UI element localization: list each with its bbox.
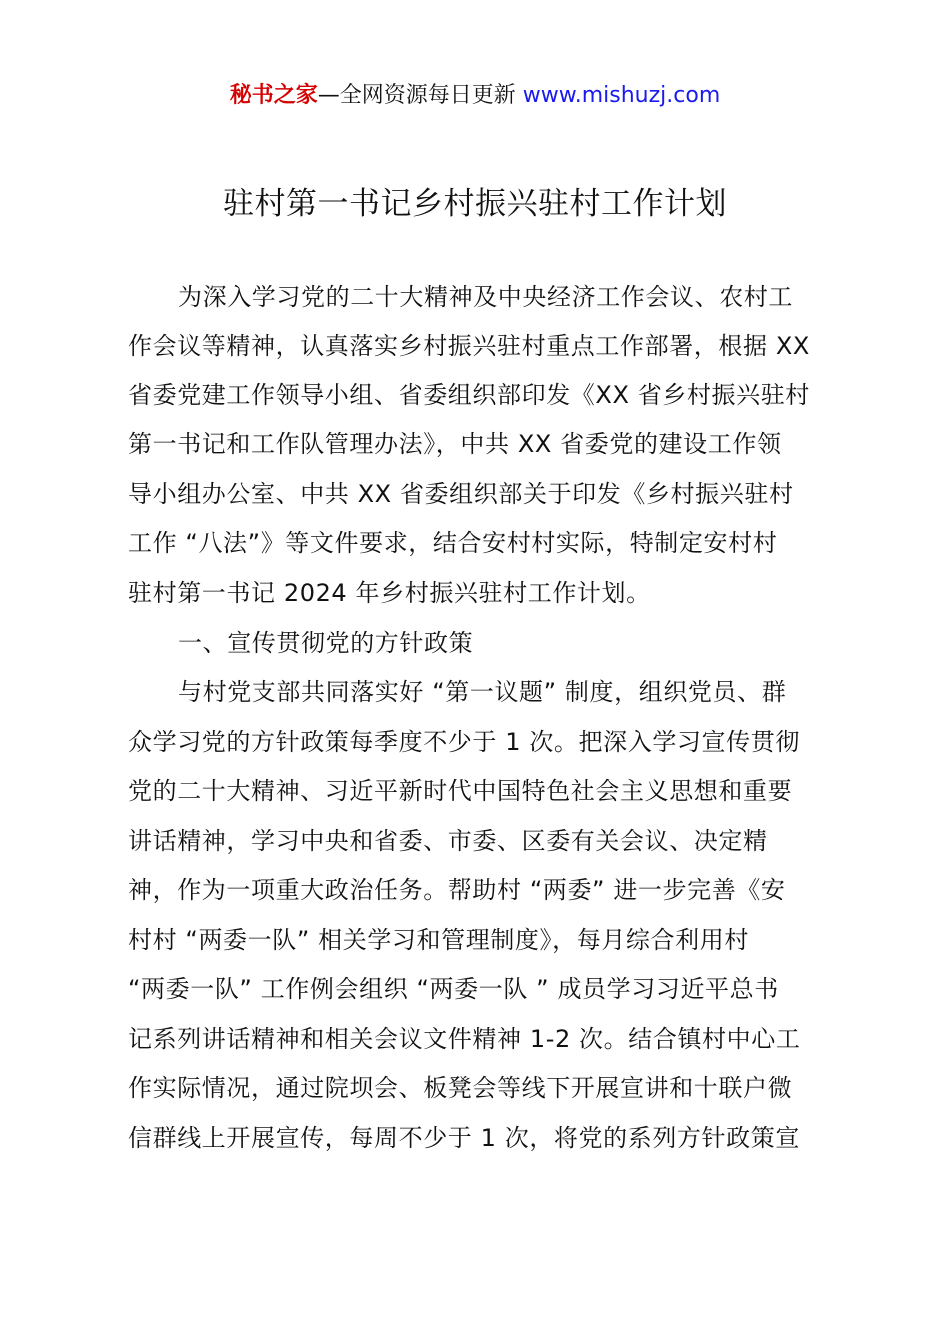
paragraph-line: 与村党支部共同落实好 “第一议题” 制度，组织党员、群 xyxy=(178,678,787,706)
paragraph-line: 讲话精神，学习中央和省委、市委、区委有关会议、决定精 xyxy=(128,827,768,855)
section-heading: 一、宣传贯彻党的方针政策 xyxy=(178,629,474,657)
paragraph-line: 为深入学习党的二十大精神及中央经济工作会议、农村工 xyxy=(178,283,793,311)
paragraph-line: 作实际情况，通过院坝会、板凳会等线下开展宣讲和十联户微 xyxy=(128,1074,793,1102)
site-header xyxy=(0,80,950,112)
site-slogan: —全网资源每日更新 xyxy=(317,83,523,108)
paragraph-line: 作会议等精神，认真落实乡村振兴驻村重点工作部署，根据 XX xyxy=(128,332,810,360)
paragraph-line: 神，作为一项重大政治任务。帮助村 “两委” 进一步完善《安 xyxy=(128,876,786,904)
site-url-link[interactable]: www.mishuzj.com xyxy=(522,83,721,108)
document-title: 驻村第一书记乡村振兴驻村工作计划 xyxy=(223,186,727,222)
paragraph-line: 党的二十大精神、习近平新时代中国特色社会主义思想和重要 xyxy=(128,777,793,805)
paragraph-line: 信群线上开展宣传，每周不少于 1 次，将党的系列方针政策宣 xyxy=(128,1124,800,1152)
site-brand: 秘书之家 xyxy=(229,83,318,108)
paragraph-line: 众学习党的方针政策每季度不少于 1 次。把深入学习宣传贯彻 xyxy=(128,728,800,756)
paragraph-line: 省委党建工作领导小组、省委组织部印发《XX 省乡村振兴驻村 xyxy=(128,381,810,409)
paragraph-line: 工作 “八法”》等文件要求，结合安村村实际，特制定安村村 xyxy=(128,529,778,557)
paragraph-line: 村村 “两委一队” 相关学习和管理制度》，每月综合利用村 xyxy=(128,926,749,954)
paragraph-line: “两委一队” 工作例会组织 “两委一队 ” 成员学习习近平总书 xyxy=(128,975,779,1003)
paragraph-line: 第一书记和工作队管理办法》，中共 XX 省委党的建设工作领 xyxy=(128,430,782,458)
paragraph-line: 导小组办公室、中共 XX 省委组织部关于印发《乡村振兴驻村 xyxy=(128,480,794,508)
paragraph-line: 驻村第一书记 2024 年乡村振兴驻村工作计划。 xyxy=(128,579,651,607)
paragraph-line: 记系列讲话精神和相关会议文件精神 1-2 次。结合镇村中心工 xyxy=(128,1025,801,1053)
